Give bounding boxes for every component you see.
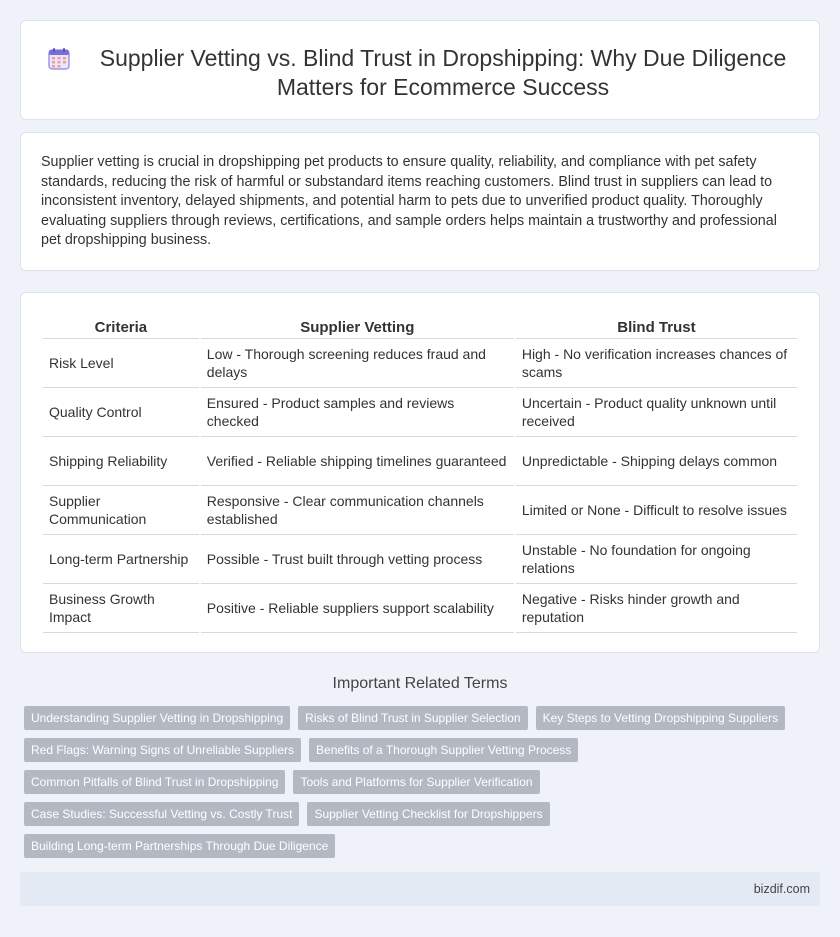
row-blind: Uncertain - Product quality unknown until received — [516, 388, 797, 437]
related-term-tag[interactable]: Common Pitfalls of Blind Trust in Dropshipping — [24, 770, 285, 794]
calendar-icon — [47, 47, 71, 71]
related-term-tag[interactable]: Case Studies: Successful Vetting vs. Costly Trust — [24, 802, 299, 826]
related-term-tag[interactable]: Building Long-term Partnerships Through Due Diligence — [24, 834, 335, 858]
related-term-tag[interactable]: Understanding Supplier Vetting in Dropshipping — [24, 706, 290, 730]
title-card — [20, 20, 820, 120]
row-vetting: Verified - Reliable shipping timelines guaranteed — [201, 437, 514, 486]
row-criteria: Risk Level — [43, 339, 199, 388]
related-terms-heading: Important Related Terms — [332, 675, 508, 692]
footer — [20, 872, 820, 906]
table-row — [43, 535, 797, 584]
related-term-tag[interactable]: Key Steps to Vetting Dropshipping Suppliers — [536, 706, 785, 730]
table-header-row — [43, 315, 797, 339]
header-criteria: Criteria — [43, 315, 199, 339]
header-supplier-vetting: Supplier Vetting — [201, 315, 514, 339]
row-vetting: Responsive - Clear communication channels established — [201, 486, 514, 535]
row-criteria: Business Growth Impact — [43, 584, 199, 633]
related-terms-list — [24, 706, 804, 858]
table-row — [43, 584, 797, 633]
row-criteria: Shipping Reliability — [43, 437, 199, 486]
row-criteria: Long-term Partnership — [43, 535, 199, 584]
site-name[interactable]: bizdif.com — [753, 882, 810, 896]
related-term-tag[interactable]: Supplier Vetting Checklist for Dropshippers — [307, 802, 549, 826]
related-term-tag[interactable]: Risks of Blind Trust in Supplier Selection — [298, 706, 527, 730]
row-blind: Negative - Risks hinder growth and reputation — [516, 584, 797, 633]
related-term-tag[interactable]: Benefits of a Thorough Supplier Vetting Process — [309, 738, 578, 762]
comparison-table-card — [20, 292, 820, 653]
row-blind: Limited or None - Difficult to resolve issues — [516, 486, 797, 535]
comparison-table — [41, 315, 799, 633]
row-vetting: Positive - Reliable suppliers support scalability — [201, 584, 514, 633]
row-vetting: Low - Thorough screening reduces fraud and delays — [201, 339, 514, 388]
related-term-tag[interactable]: Tools and Platforms for Supplier Verification — [293, 770, 539, 794]
page-title: Supplier Vetting vs. Blind Trust in Dropshipping: Why Due Diligence Matters for Ecommerce Success — [99, 45, 787, 100]
row-blind: High - No verification increases chances of scams — [516, 339, 797, 388]
intro-paragraph: Supplier vetting is crucial in dropshipping pet products to ensure quality, reliability, and compliance with pet safety standards, reducing the risk of harmful or substandard items reaching customers. Blind trust in suppliers can lead to inconsistent inventory, delayed shipments, and potential harm to pets due to unverified product quality. Thoroughly evaluating suppliers through reviews, certifications, and sample orders helps maintain a trustworthy and professional pet dropshipping business. — [41, 154, 777, 248]
intro-card — [20, 132, 820, 271]
header-blind-trust: Blind Trust — [516, 315, 797, 339]
row-blind: Unstable - No foundation for ongoing relations — [516, 535, 797, 584]
table-row — [43, 339, 797, 388]
table-row — [43, 437, 797, 486]
table-row — [43, 388, 797, 437]
table-row — [43, 486, 797, 535]
row-blind: Unpredictable - Shipping delays common — [516, 437, 797, 486]
row-criteria: Supplier Communication — [43, 486, 199, 535]
row-vetting: Possible - Trust built through vetting process — [201, 535, 514, 584]
row-criteria: Quality Control — [43, 388, 199, 437]
row-vetting: Ensured - Product samples and reviews checked — [201, 388, 514, 437]
related-term-tag[interactable]: Red Flags: Warning Signs of Unreliable Suppliers — [24, 738, 301, 762]
